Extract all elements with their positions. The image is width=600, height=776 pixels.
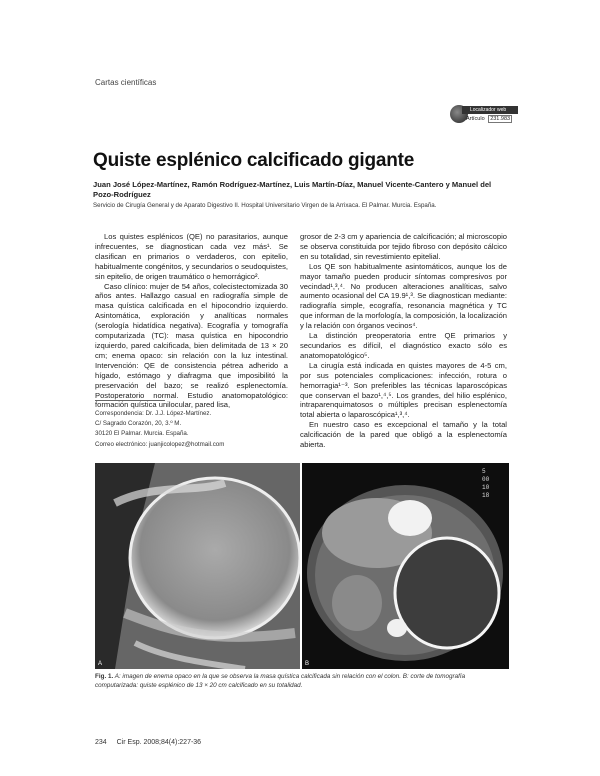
section-label: Cartas científicas [95, 78, 157, 87]
figure-a-barium-enema [95, 463, 300, 669]
caption-number: Fig. 1. [95, 673, 114, 680]
correspondence-name: Correspondencia: Dr. J.J. López-Martínez. [95, 410, 212, 417]
web-locator-badge[interactable] [450, 104, 518, 126]
caption-text: A: imagen de enema opaco en la que se observa la masa quística calcificada sin relación con el colon. B: corte de tomografía computarizada: quiste esplénico de 13 × 20 cm calcificado en su totalidad. [95, 673, 466, 689]
paragraph: La cirugía está indicada en quistes mayores de 4-5 cm, por sus potenciales complicaciones: infección, rotura o hemorragia¹⁻³. Son preferibles las técnicas laparoscópicas que conservan el bazo¹,⁴,⁵. Los grandes, del hilio esplénico, intraparenquimatosos o múltiples precisan esplenectomía total abierta o laparoscópica¹,³,⁴. [300, 360, 507, 420]
paragraph: La distinción preoperatoria entre QE primarios y secundarios es difícil, el diagnóstico exacto sólo es anatomopatológico⁵. [300, 331, 507, 360]
paragraph: En nuestro caso es excepcional el tamaño y la total calcificación de la pared que obligó a la esplenectomía abierta. [300, 420, 507, 450]
ct-overlay-text: 5 [482, 468, 486, 475]
correspondence-city: 30120 El Palmar. Murcia. España. [95, 430, 189, 438]
paragraph: Caso clínico: mujer de 54 años, colecistectomizada 30 años antes. Hallazgo casual en radiografía simple de masa quística calcificada en el hipocondrio izquierdo. Asintomática, exploración y analíticas normales (serología hidatídica negativa). Ecografía y tomografía computarizada (TC): masa quística en hipocondrio izquierdo, pared calcificada, bien delimitada de 13 × 20 cm; enema opaco: sin relación con la luz intestinal. Intervención: QE de consistencia pétrea adherido a hígado, estómago y diafragma que imposibilitó la preservación del bazo; se realizó esplenectomía. Postoperatorio normal. Estudio anatomopatológico: formación quística unilocular, pared lisa, [95, 281, 288, 410]
page-footer [95, 739, 209, 746]
figure-label-b: B [305, 661, 310, 667]
figure-b-ct-scan [302, 463, 509, 669]
correspondence-street: C/ Sagrado Corazón, 20, 3.º M. [95, 420, 182, 428]
article-id: 231.983 [490, 116, 511, 122]
journal-citation: Cir Esp. 2008;84(4):227-36 [116, 739, 202, 746]
article-locator [466, 116, 512, 122]
locator-label: Localizador web [462, 106, 518, 114]
correspondence [95, 409, 290, 450]
page-number: 234 [95, 739, 107, 746]
paragraph: grosor de 2-3 cm y apariencia de calcificación; al microscopio se observa constituida por tejido fibroso con depósito cálcico en su totalidad, sin revestimiento epitelial. [300, 232, 507, 261]
figure-label-a: A [98, 661, 103, 667]
enema-image [95, 463, 300, 669]
correspondence-email[interactable]: Correo electrónico: juanjicolopez@hotmail.com [95, 440, 225, 448]
article-label: Artículo [466, 116, 485, 122]
ct-overlay-text: 18 [482, 492, 490, 499]
article-authors: Juan José López-Martínez, Ramón Rodríguez-Martínez, Luis Martín-Díaz, Manuel Vicente-Cantero y Manuel del Pozo-Rodríguez [93, 180, 492, 199]
ct-overlay-text: 10 [482, 484, 490, 491]
paragraph: Los QE son habitualmente asintomáticos, aunque los de mayor tamaño pueden producir síntomas compresivos por vecindad¹,³,⁴. No producen alteraciones analíticas, salvo aumento ocasional del CA 19.9¹,³. Se diagnostican mediante: radiografía simple, ecografía, resonancia magnética y TC que informan de la morfología, la composición, la localización y la relación con órganos vecinos⁴. [300, 261, 507, 331]
body-column-right [300, 232, 507, 450]
ct-image [302, 463, 509, 669]
ct-overlay-text: 00 [482, 476, 490, 483]
paragraph: Los quistes esplénicos (QE) no parasitarios, aunque infrecuentes, se diagnostican cada vez más¹. Se clasifican en primarios o verdaderos, con epitelio, habitualmente congénitos, y secundarios o seudoquistes, sin epitelio, de origen traumático o hemorrágico². [95, 232, 288, 281]
figure-caption [95, 673, 509, 690]
body-column-left [95, 232, 288, 410]
article-title: Quiste esplénico calcificado gigante [93, 150, 415, 171]
article-affiliation: Servicio de Cirugía General y de Aparato Digestivo II. Hospital Universitario Virgen de la Arrixaca. El Palmar. Murcia. España. [93, 202, 437, 209]
footnote-divider [95, 400, 165, 401]
